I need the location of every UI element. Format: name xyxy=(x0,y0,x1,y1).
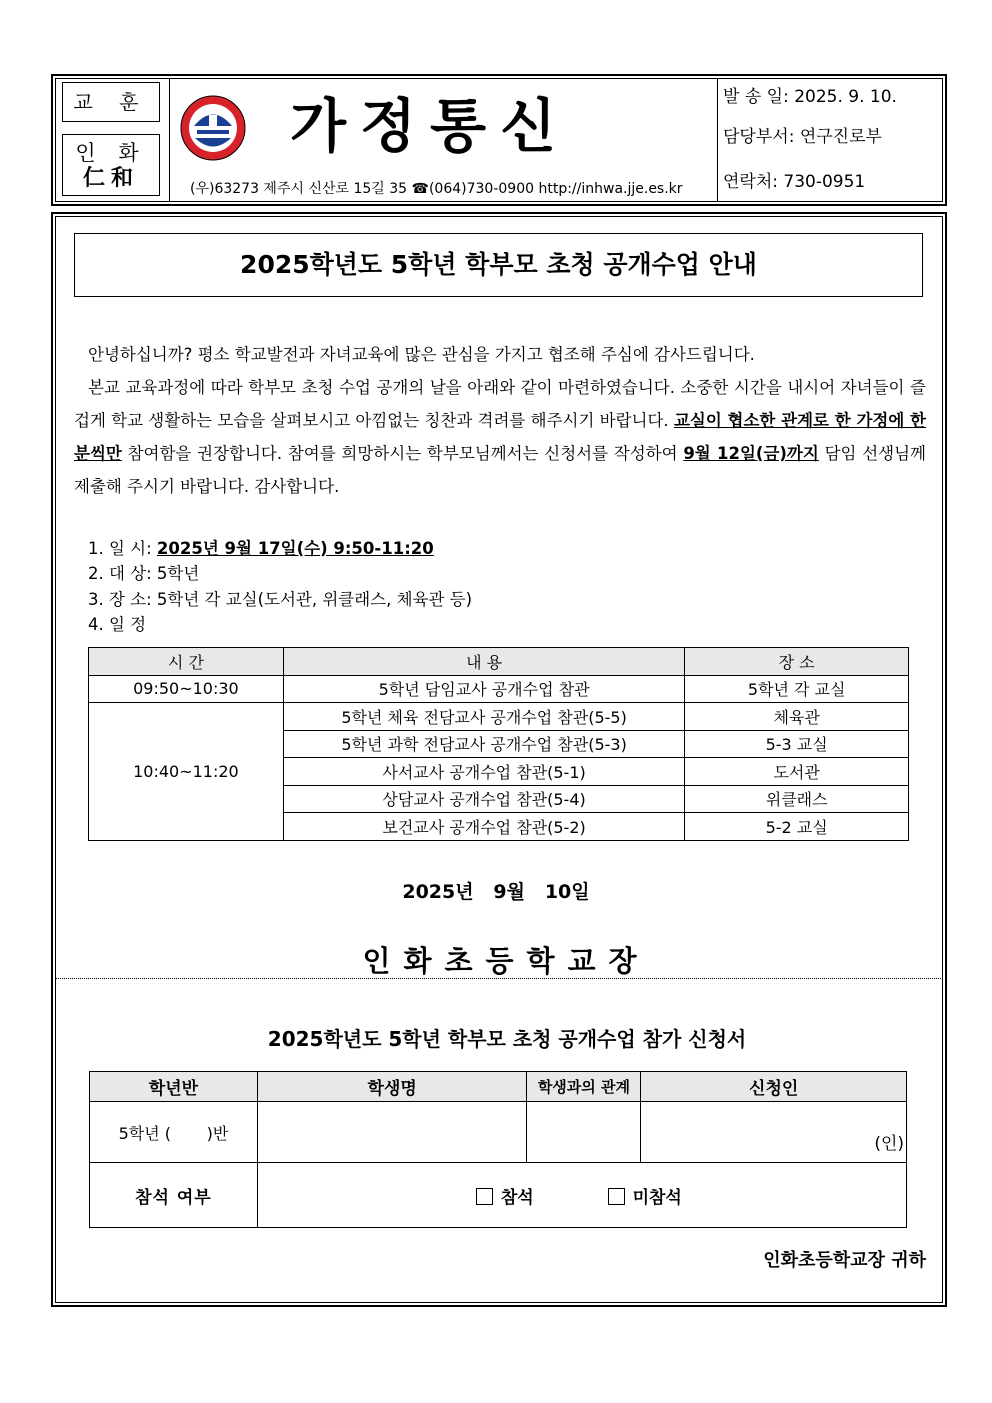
cell-content: 상담교사 공개수업 참관(5-4) xyxy=(283,785,684,813)
cell-place: 위클래스 xyxy=(685,785,909,813)
detail-date-value: 2025년 9월 17일(수) 9:50-11:20 xyxy=(156,539,434,558)
detail-schedule-label: 4. 일 정 xyxy=(88,615,147,634)
issue-date: 2025년 9월 10일 xyxy=(402,881,590,903)
table-row xyxy=(89,675,909,703)
attend-label: 참석 xyxy=(500,1187,534,1208)
school-address: (우)63273 제주시 신산로 15길 35 ☎(064)730-0900 http://inhwa.jje.es.kr xyxy=(190,181,683,197)
attendance-row xyxy=(90,1163,907,1228)
cell-place: 5-2 교실 xyxy=(685,813,909,841)
form-title: 2025학년도 5학년 학부모 초청 공개수업 참가 신청서 xyxy=(267,1027,747,1051)
body-end: 담임 선생님께 제출해 주시기 바랍니다. 감사합니다. xyxy=(74,444,926,496)
class-field[interactable]: 5학년 ( )반 xyxy=(90,1102,258,1163)
principal-signature: 인화초등학교장 xyxy=(362,944,650,978)
cut-line xyxy=(55,978,943,979)
detail-date-label: 1. 일 시: xyxy=(88,539,157,558)
school-logo xyxy=(178,93,248,163)
cell-place: 체육관 xyxy=(685,703,909,731)
absent-label: 미참석 xyxy=(632,1187,682,1208)
cell-content: 5학년 체육 전담교사 공개수업 참관(5-5) xyxy=(283,703,684,731)
motto-hanja: 仁和 xyxy=(82,165,139,191)
header-time: 시 간 xyxy=(89,648,284,676)
contact: 연락처: 730-0951 xyxy=(723,172,866,192)
motto-korean: 인 화 xyxy=(75,141,147,165)
detail-place: 3. 장 소: 5학년 각 교실(도서관, 위클래스, 체육관 등) xyxy=(88,590,473,609)
cell-content: 5학년 과학 전담교사 공개수업 참관(5-3) xyxy=(283,730,684,758)
applicant-field[interactable] xyxy=(641,1102,907,1163)
body-emphasis-deadline: 9월 12일(금)까지 xyxy=(683,444,819,463)
department: 담당부서: 연구진로부 xyxy=(723,127,882,147)
attend-checkbox[interactable] xyxy=(476,1188,493,1205)
table-row xyxy=(89,703,909,731)
absent-checkbox[interactable] xyxy=(608,1188,625,1205)
detail-date xyxy=(88,536,434,561)
detail-target: 2. 대 상: 5학년 xyxy=(88,564,200,583)
header-student-name: 학생명 xyxy=(257,1072,527,1102)
header-place: 장 소 xyxy=(685,648,909,676)
cell-content: 사서교사 공개수업 참관(5-1) xyxy=(283,758,684,786)
cell-content: 보건교사 공개수업 참관(5-2) xyxy=(283,813,684,841)
addressee: 인화초등학교장 귀하 xyxy=(763,1250,926,1271)
header-content: 내 용 xyxy=(283,648,684,676)
attendance-options xyxy=(257,1163,906,1228)
header-applicant: 신청인 xyxy=(641,1072,907,1102)
cell-time: 10:40~11:20 xyxy=(89,703,284,841)
form-input-row xyxy=(90,1102,907,1163)
body-paragraph xyxy=(74,371,926,503)
attendance-label: 참석 여부 xyxy=(90,1163,258,1228)
schedule-table xyxy=(88,647,909,841)
header-relationship: 학생과의 관계 xyxy=(527,1072,641,1102)
student-name-field[interactable] xyxy=(257,1102,527,1163)
form-header-row xyxy=(90,1072,907,1102)
body-start: 본교 교육과정에 따라 학부모 초청 수업 공개의 날을 아래와 같이 마련하였습니다. 소중한 시간을 내시어 자녀들이 즐겁게 학교 생활하는 모습을 살펴보시고 아낌없는 칭찬과 격려를 해주시기 바랍니다. xyxy=(74,378,926,430)
notice-title: 2025학년도 5학년 학부모 초청 공개수업 안내 xyxy=(74,233,923,297)
cell-place: 5-3 교실 xyxy=(685,730,909,758)
body-middle: 참여함을 권장합니다. 참여를 희망하시는 학부모님께서는 신청서를 작성하여 xyxy=(121,444,684,463)
motto-label: 교 훈 xyxy=(62,82,160,122)
application-form xyxy=(89,1071,907,1228)
newsletter-title: 가정통신 xyxy=(290,92,571,160)
send-date: 발 송 일: 2025. 9. 10. xyxy=(723,87,897,107)
greeting-paragraph: 안녕하십니까? 평소 학교발전과 자녀교육에 많은 관심을 가지고 협조해 주심에 감사드립니다. xyxy=(88,345,755,364)
relationship-field[interactable] xyxy=(527,1102,641,1163)
header-class: 학년반 xyxy=(90,1072,258,1102)
body-emphasis-one-per-family: 교실이 협소한 관계로 한 가정에 한 분씩만 xyxy=(74,411,926,463)
cell-place: 도서관 xyxy=(685,758,909,786)
cell-content: 5학년 담임교사 공개수업 참관 xyxy=(283,675,684,703)
seal-mark: (인) xyxy=(874,1134,904,1154)
motto-box xyxy=(62,134,160,196)
cell-time: 09:50~10:30 xyxy=(89,675,284,703)
cell-place: 5학년 각 교실 xyxy=(685,675,909,703)
table-header-row xyxy=(89,648,909,676)
